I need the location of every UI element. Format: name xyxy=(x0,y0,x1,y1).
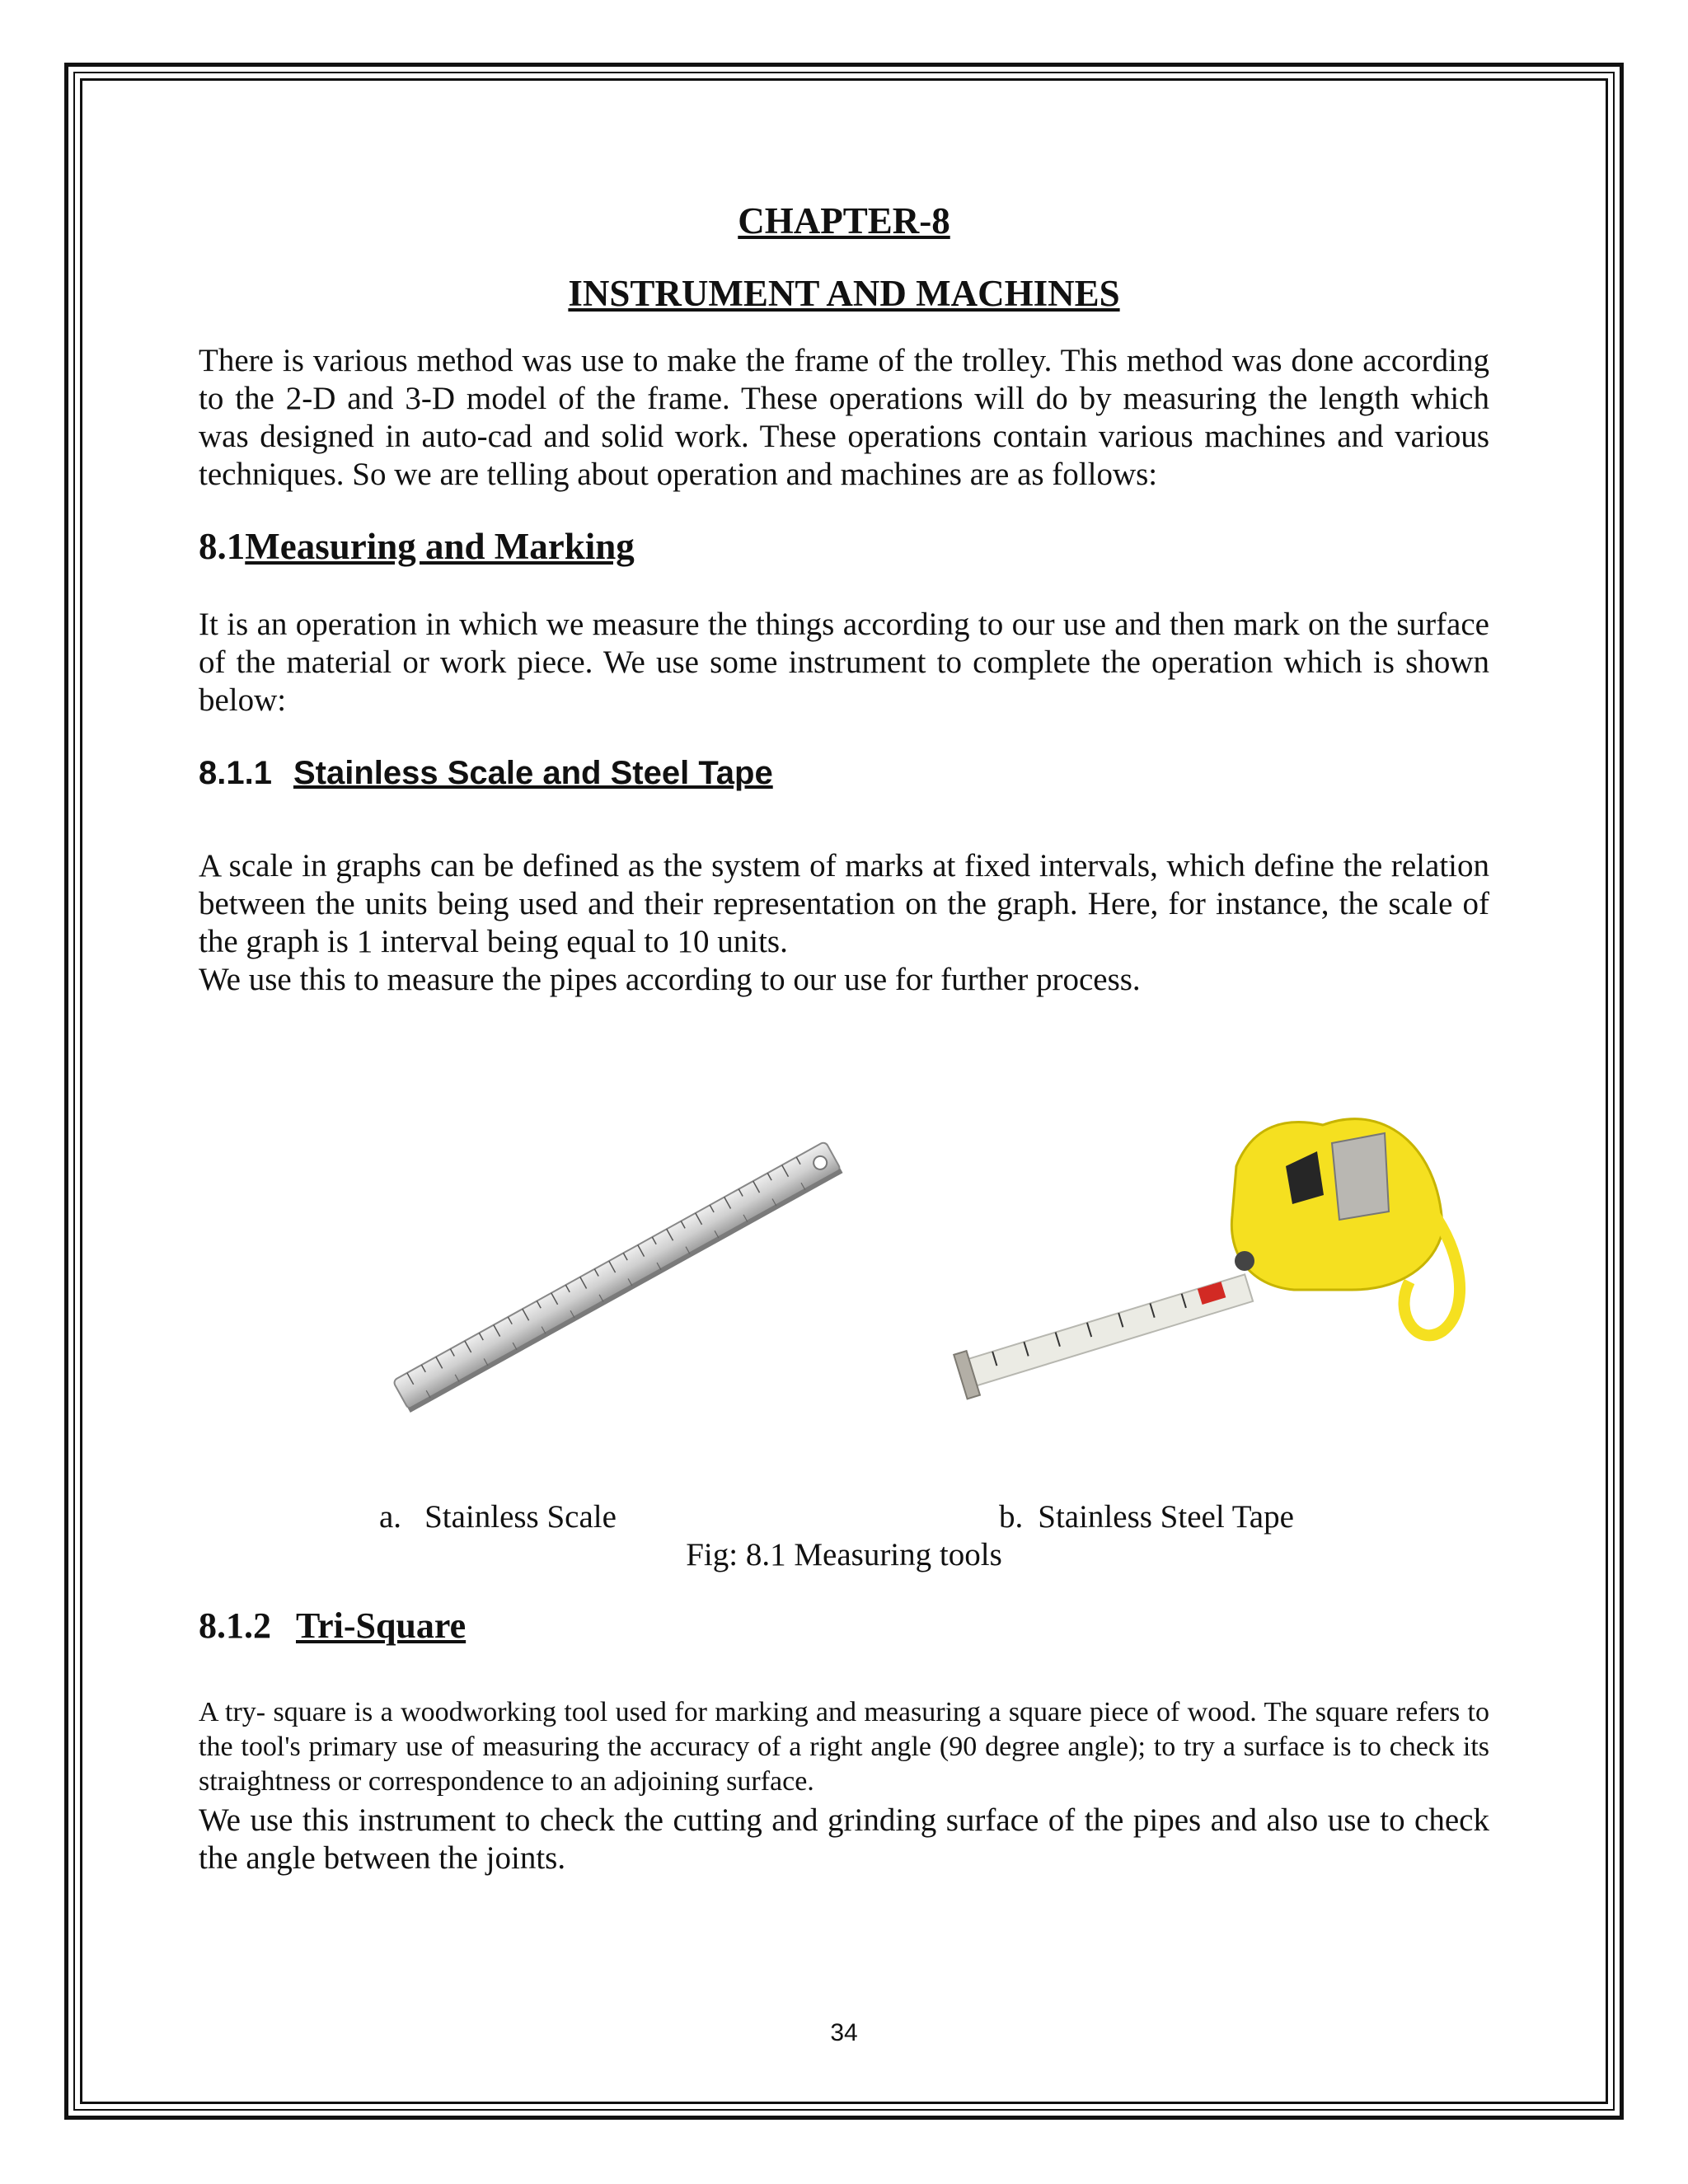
figure-caption-a: Stainless Scale xyxy=(424,1499,617,1535)
section-8-1-body: It is an operation in which we measure the things according to our use and then mark on the surface of the material or work piece. We use some instrument to complete the operation which is shown below: xyxy=(199,607,1489,718)
chapter-heading: CHAPTER-8 xyxy=(738,200,950,241)
figure-label-b xyxy=(999,1498,1294,1535)
section-number: 8.1.2 xyxy=(199,1605,271,1646)
section-8-1-1-body-2: We use this to measure the pipes according to our use for further process. xyxy=(199,962,1141,997)
section-number: 8.1.1 xyxy=(199,755,272,791)
figure-caption: Fig: 8.1 Measuring tools xyxy=(686,1537,1002,1572)
stainless-scale-image xyxy=(387,1129,882,1434)
figure-marker-b: b. xyxy=(999,1499,1024,1535)
figure-marker-a: a. xyxy=(379,1499,402,1535)
section-8-1-1-heading xyxy=(199,754,1489,792)
section-title: Measuring and Marking xyxy=(245,526,635,567)
figure-label-a xyxy=(379,1498,617,1535)
section-title: Stainless Scale and Steel Tape xyxy=(293,755,773,791)
figure-caption-b: Stainless Steel Tape xyxy=(1038,1499,1294,1535)
page-number: 34 xyxy=(830,2019,858,2046)
section-8-1-2-body: A try- square is a woodworking tool used for marking and measuring a square piece of wood. The square refers to the tool's primary use of measuring the accuracy of a right angle (90 degree angle); to try a surface is to check its straightness or correspondence to an adjoining surface. xyxy=(199,1697,1489,1797)
steel-tape-image xyxy=(948,1043,1475,1422)
chapter-title: INSTRUMENT AND MACHINES xyxy=(568,273,1120,314)
section-8-1-1-body: A scale in graphs can be defined as the system of marks at fixed intervals, which define the relation between the units being used and their representation on the graph. Here, for instance, the scale of the graph is 1 interval being equal to 10 units. xyxy=(199,848,1489,959)
section-8-1-heading xyxy=(199,527,1489,565)
section-number: 8.1 xyxy=(199,526,246,567)
section-8-1-2-body-2: We use this instrument to check the cutting and grinding surface of the pipes and also use to check the angle between the joints. xyxy=(199,1802,1489,1876)
intro-paragraph: There is various method was use to make the frame of the trolley. This method was done according to the 2-D and 3-D model of the frame. These operations will do by measuring the length which was designed in auto-cad and solid work. These operations contain various machines and various techniques. So we are telling about operation and machines are as follows: xyxy=(199,343,1489,492)
section-8-1-2-heading xyxy=(199,1607,1489,1645)
section-title: Tri-Square xyxy=(296,1605,467,1646)
